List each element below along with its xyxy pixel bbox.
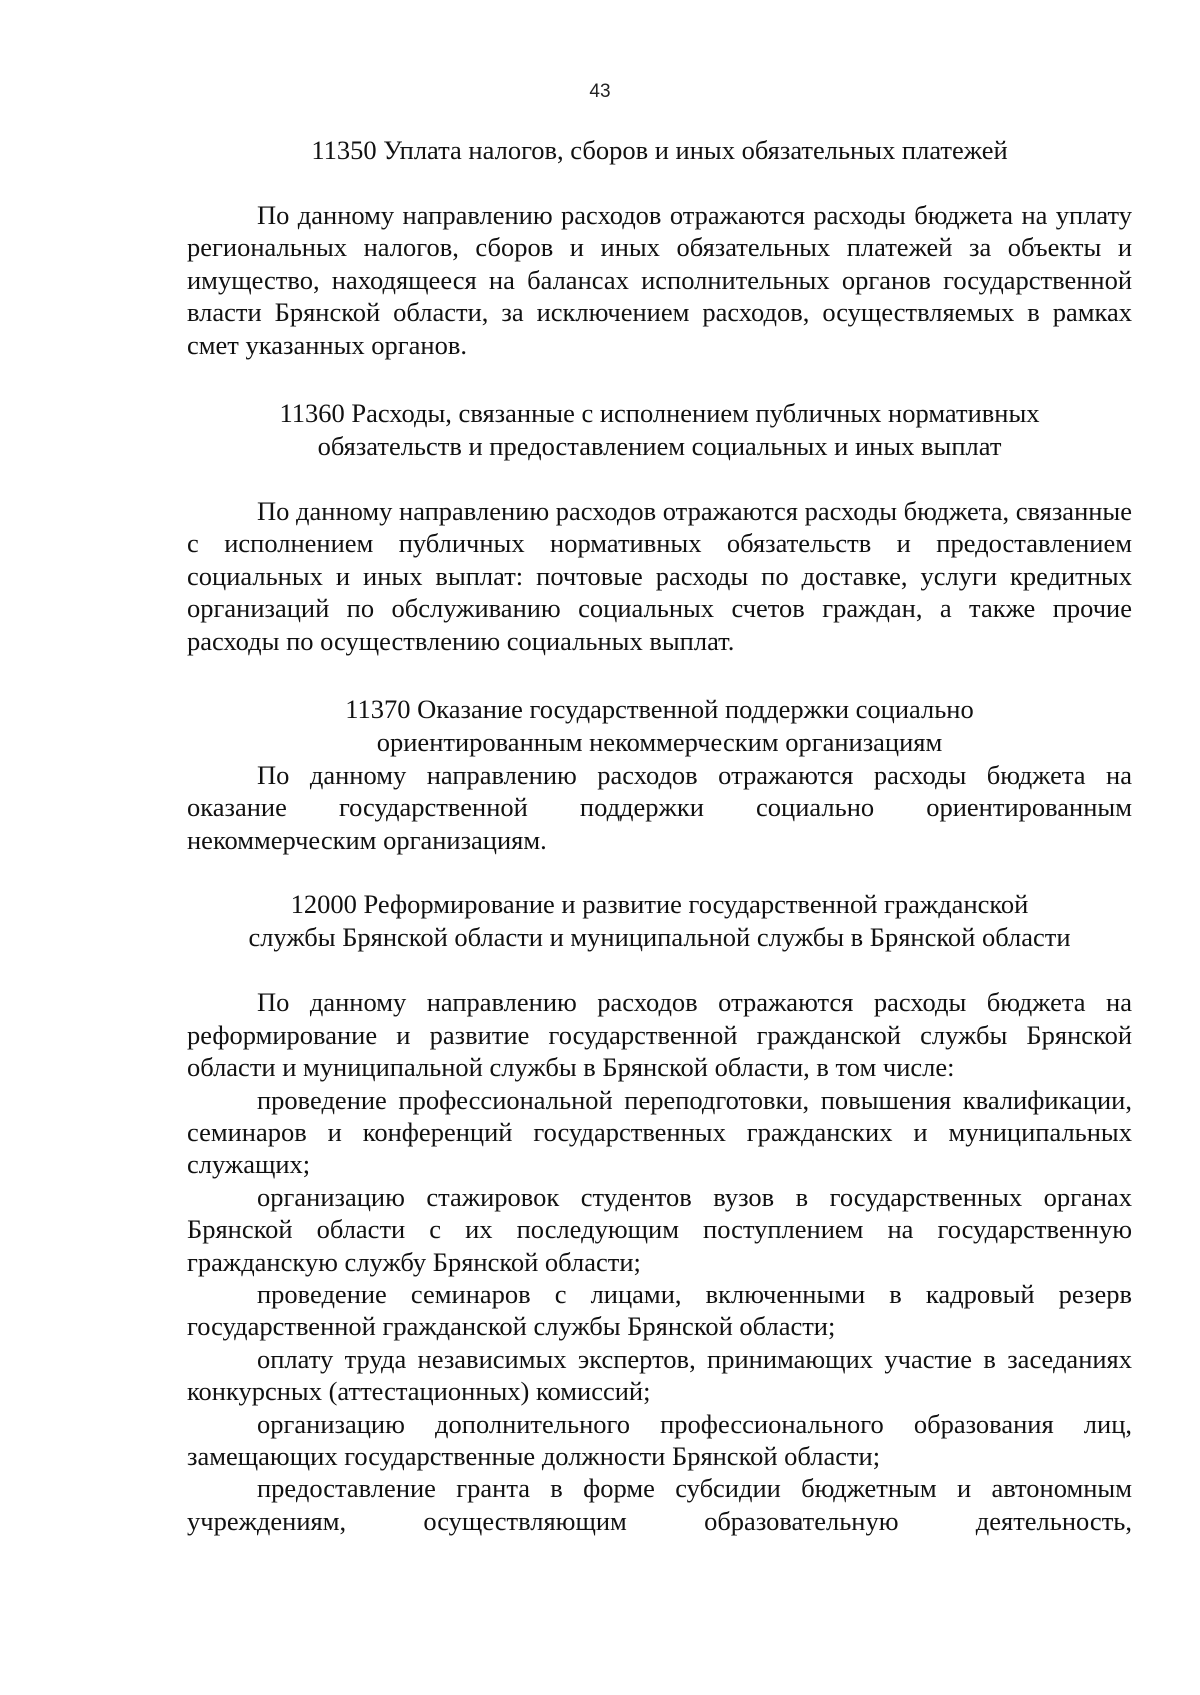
heading-line: службы Брянской области и муниципальной службы в Брянской области	[248, 922, 1071, 953]
heading-line: 11370 Оказание государственной поддержки социально	[345, 694, 974, 725]
list-item: проведение семинаров с лицами, включенными в кадровый резерв государственной гражданской службы Брянской области;	[187, 1278, 1132, 1342]
section-paragraph: По данному направлению расходов отражаются расходы бюджета, связанные с исполнением публичных нормативных обязательств и предоставлением социальных и иных выплат: почтовые расходы по доставке, услуги кредитных организаций по обслуживанию социальных счетов граждан, а также прочие расходы по осуществлению социальных выплат.	[187, 496, 1132, 656]
list-item: организацию дополнительного профессионального образования лиц, замещающих государственные должности Брянской области;	[187, 1408, 1132, 1471]
heading-line: обязательств и предоставлением социальных и иных выплат	[317, 431, 1002, 462]
section-paragraph: По данному направлению расходов отражаются расходы бюджета на реформирование и развитие государственной гражданской службы Брянской области и муниципальной службы в Брянской области, в том числе:	[187, 987, 1132, 1083]
heading-line: 12000 Реформирование и развитие государственной гражданской	[290, 889, 1029, 920]
section-heading-11370	[187, 693, 1132, 759]
section-heading-11350: 11350 Уплата налогов, сборов и иных обязательных платежей	[311, 135, 1008, 165]
list-item: предоставление гранта в форме субсидии бюджетным и автономным учреждениям, осуществляющим образовательную деятельность,	[187, 1473, 1132, 1536]
heading-line: 11360 Расходы, связанные с исполнением публичных нормативных	[279, 398, 1040, 429]
list-item: проведение профессиональной переподготовки, повышения квалификации, семинаров и конференций государственных гражданских и муниципальных служащих;	[187, 1084, 1132, 1180]
section-paragraph: По данному направлению расходов отражаются расходы бюджета на оказание государственной поддержки социально ориентированным некоммерческим организациям.	[187, 760, 1132, 855]
section-heading-12000	[187, 888, 1132, 954]
list-item: оплату труда независимых экспертов, принимающих участие в заседаниях конкурсных (аттестационных) комиссий;	[187, 1343, 1132, 1407]
page-content	[187, 134, 1132, 1537]
page-number: 43	[589, 81, 611, 102]
heading-line: ориентированным некоммерческим организациям	[376, 727, 943, 758]
list-item: организацию стажировок студентов вузов в государственных органах Брянской области с их последующим поступлением на государственную гражданскую службу Брянской области;	[187, 1181, 1132, 1277]
section-paragraph: По данному направлению расходов отражаются расходы бюджета на уплату региональных налогов, сборов и иных обязательных платежей за объекты и имущество, находящееся на балансах исполнительных органов государственной власти Брянской области, за исключением расходов, осуществляемых в рамках смет указанных органов.	[187, 200, 1132, 360]
section-heading-11360	[187, 397, 1132, 463]
